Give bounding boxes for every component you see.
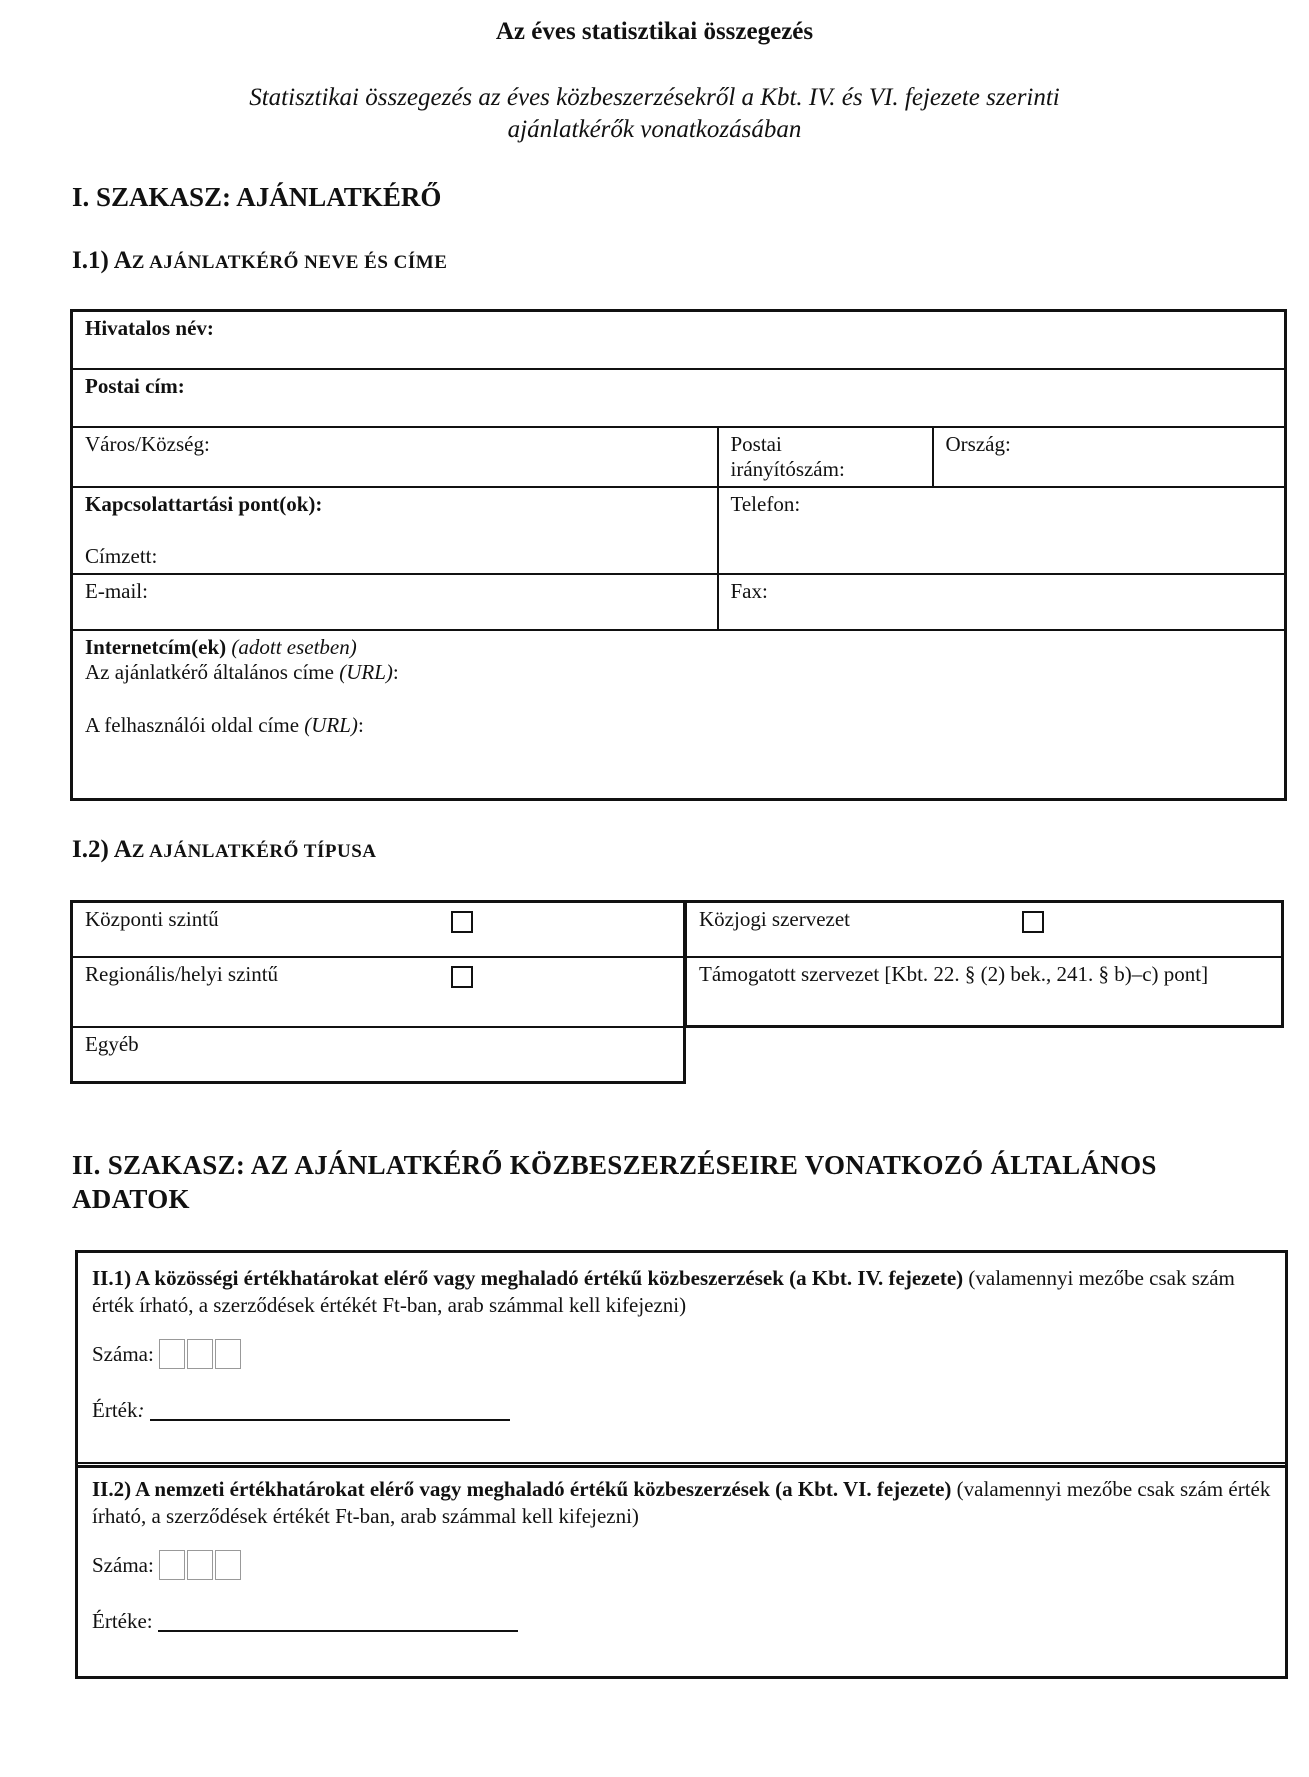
type-other-row[interactable] — [72, 1027, 685, 1083]
type-central-row — [72, 902, 685, 957]
postal-address-label: Postai cím: — [85, 373, 185, 398]
block1-value-input[interactable] — [150, 1399, 510, 1421]
block1-heading: II.1) A közösségi értékhatárokat elérő vagy meghaladó értékű közbeszerzések (a Kbt. IV. fejezete) — [92, 1266, 964, 1290]
block2-value-label: Értéke: — [92, 1609, 153, 1633]
block2-value-row — [92, 1608, 1271, 1635]
postal-code-label-1: Postai — [730, 431, 782, 456]
procurement-block-national — [75, 1462, 1288, 1679]
section-2-title: II. SZAKASZ: AZ AJÁNLATKÉRŐ KÖZBESZERZÉSEIRE VONATKOZÓ ÁLTALÁNOS ADATOK — [72, 1150, 1157, 1214]
block2-count-digit-3[interactable] — [215, 1550, 241, 1580]
phone-field[interactable] — [718, 487, 1286, 574]
block2-note: (valamennyi mezőbe csak szám érték írható, a szerződések értékét Ft-ban, arab számmal kell kifejezni) — [92, 1477, 1271, 1528]
fax-field[interactable] — [718, 574, 1286, 630]
document-subtitle — [150, 82, 1159, 146]
country-label: Ország: — [945, 431, 1011, 456]
email-label: E-mail: — [85, 578, 148, 603]
subsection-number: I.2) — [72, 836, 114, 863]
contracting-authority-table — [70, 309, 1287, 801]
procurement-block-community — [75, 1250, 1288, 1468]
block1-count-digit-2[interactable] — [187, 1339, 213, 1369]
internet-label: Internetcím(ek) — [85, 634, 227, 659]
type-subsidised-row — [686, 957, 1283, 1027]
block2-count-digit-1[interactable] — [159, 1550, 185, 1580]
email-field[interactable] — [72, 574, 718, 630]
block1-count-digit-3[interactable] — [215, 1339, 241, 1369]
internet-addresses-field[interactable]: Internetcím(ek) (adott esetben) Az ajánlatkérő általános címe (URL): A felhasználói oldal címe (URL): — [72, 630, 1286, 800]
type-public-body-row — [686, 902, 1283, 957]
official-name-field[interactable] — [72, 311, 1286, 369]
postal-code-label-2: irányítószám: — [730, 456, 845, 481]
buyer-url-label: A felhasználói oldal címe — [85, 712, 305, 737]
postal-address-field[interactable] — [72, 369, 1286, 427]
type-central-label: Központi szintű — [85, 907, 219, 931]
document-title: Az éves statisztikai összegezés — [495, 18, 814, 45]
type-public-body-checkbox[interactable] — [1022, 911, 1044, 933]
subsection-number: I.1) — [72, 247, 114, 274]
phone-label: Telefon: — [730, 491, 801, 516]
block2-count-label: Száma: — [92, 1553, 154, 1577]
city-field[interactable] — [72, 427, 718, 487]
buyer-url-suffix: (URL) — [304, 712, 358, 737]
block2-count-row — [92, 1550, 1271, 1580]
block1-count-row — [92, 1339, 1271, 1369]
subsection-1-1-title — [72, 247, 447, 275]
section-1-title: I. SZAKASZ: AJÁNLATKÉRŐ — [72, 182, 442, 212]
block1-value-colon: : — [137, 1398, 145, 1422]
fax-label: Fax: — [730, 578, 768, 603]
addressee-label: Címzett: — [85, 543, 158, 568]
subtitle-line-1: Statisztikai összegezés az éves közbeszerzésekről a Kbt. IV. és VI. fejezete szerinti — [249, 84, 1060, 111]
authority-type-table-right — [684, 900, 1284, 1028]
subsection-initial: A — [113, 247, 132, 274]
block1-count-label: Száma: — [92, 1342, 154, 1366]
type-regional-checkbox[interactable] — [451, 966, 473, 988]
contact-points-field[interactable] — [72, 487, 718, 574]
block1-value-label: Érték — [92, 1398, 138, 1422]
type-public-body-label: Közjogi szervezet — [699, 907, 851, 931]
subsection-rest: Z AJÁNLATKÉRŐ NEVE ÉS CÍME — [131, 252, 448, 273]
block1-value-row — [92, 1397, 1271, 1424]
subtitle-line-2: ajánlatkérők vonatkozásában — [507, 116, 802, 143]
type-central-checkbox[interactable] — [451, 911, 473, 933]
subsection-rest: Z AJÁNLATKÉRŐ TÍPUSA — [131, 841, 377, 862]
internet-note: (adott esetben) — [231, 634, 357, 659]
block1-note: (valamennyi mezőbe csak szám érték írható, a szerződések értékét Ft-ban, arab számmal kell kifejezni) — [92, 1266, 1235, 1317]
block2-value-input[interactable] — [158, 1610, 518, 1632]
contact-points-label: Kapcsolattartási pont(ok): — [85, 491, 323, 516]
country-field[interactable] — [933, 427, 1286, 487]
type-regional-row — [72, 957, 685, 1027]
subsection-1-2-title — [72, 836, 377, 864]
authority-type-table-left — [70, 900, 686, 1084]
postal-code-field[interactable] — [718, 427, 933, 487]
general-url-label: Az ajánlatkérő általános címe — [85, 659, 340, 684]
general-url-suffix: (URL) — [339, 659, 393, 684]
type-regional-label: Regionális/helyi szintű — [85, 961, 279, 986]
subsection-initial: A — [113, 836, 132, 863]
block1-count-digit-1[interactable] — [159, 1339, 185, 1369]
block2-heading: II.2) A nemzeti értékhatárokat elérő vagy meghaladó értékű közbeszerzések (a Kbt. VI. fejezete) — [92, 1477, 952, 1501]
type-subsidised-label: Támogatott szervezet [Kbt. 22. § (2) bek., 241. § b)–c) pont] — [699, 961, 1209, 986]
official-name-label: Hivatalos név: — [85, 316, 214, 340]
type-other-label: Egyéb — [85, 1031, 139, 1056]
city-label: Város/Község: — [85, 431, 210, 456]
block2-count-digit-2[interactable] — [187, 1550, 213, 1580]
